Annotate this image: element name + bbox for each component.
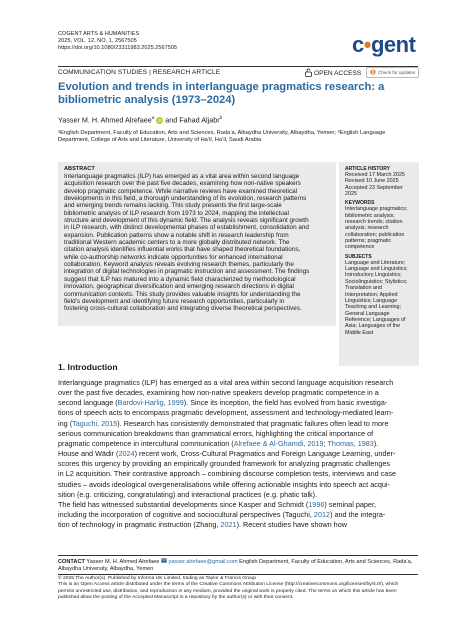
subjects-list: Language and Literature; Language and Linguistics; Introductory Linguistics; Sociolinguistics; Stylistics; Translation and Interpretation; Applied Linguistics; Language Teaching and Learning; General Language Reference; Languages of Asia; Languages of the Middle East <box>345 259 408 336</box>
citation-link[interactable]: 2021 <box>220 520 237 530</box>
body-line <box>58 429 420 439</box>
body-text-run: including the incorporation of cognitive and sociocultural perspectives (Taguchi, <box>58 510 314 520</box>
body-text-run: ing ( <box>58 418 73 428</box>
citation-link[interactable]: Taguchi, 2015 <box>72 418 118 428</box>
body-line <box>58 459 420 469</box>
body-text-run: sition (e.g. criticizing, congratulating) and interactional practices (e.g. phatic talk). <box>58 489 318 499</box>
journal-info <box>58 31 177 52</box>
contact-name: Yasser M. H. Ahmed Alrefaee <box>86 559 160 565</box>
body-text-run: tion of technology in pragmatic instruction (Zhang, <box>58 520 221 530</box>
contact-block <box>58 558 420 574</box>
journal-doi[interactable]: https://doi.org/10.1080/23311983.2025.2567505 <box>58 45 178 51</box>
author-1[interactable]: Yasser M. H. Ahmed Alrefaee <box>58 115 152 125</box>
body-text-run: tions of speech acts to encompass pragmatic development, assessment and technology-mediated learn- <box>58 408 394 418</box>
footer-rule-2 <box>58 574 418 575</box>
citation-link[interactable]: 1996 <box>308 499 325 509</box>
body-text-run: ; <box>323 438 328 448</box>
citation-link[interactable]: Thomas, 1983 <box>327 438 374 448</box>
body-text-run: The field has witnessed substantial developments since Kasper and Schmidt ( <box>58 499 309 509</box>
body-text-run: ). Since its inception, the field has evolved from basic investiga- <box>183 398 388 408</box>
cogent-logo: c•gent <box>352 32 416 57</box>
body-text-run: second language ( <box>58 398 118 408</box>
body-text-run: ). <box>373 438 379 448</box>
check-updates-button[interactable]: Check for updates <box>366 67 419 78</box>
contact-address-line2: Albaydha University, Albaydha, Yemen <box>58 566 154 573</box>
body-text-run: House and Wädir ( <box>58 449 119 459</box>
body-text-run: ) recent work, Cross-Cultural Pragmatics and Foreign Language Learning, under- <box>134 449 396 459</box>
citation-link[interactable]: Bardovi-Harlig, 1999 <box>117 398 184 408</box>
article-title: Evolution and trends in interlanguage pragmatics research: a bibliometric analysis (1973–2024) <box>58 81 385 106</box>
author-2[interactable]: and Fahad Aljabr <box>165 115 220 125</box>
journal-name: COGENT ARTS & HUMANITIES <box>58 31 140 37</box>
intro-body <box>58 378 420 530</box>
body-line <box>58 490 420 500</box>
citation-link[interactable]: Alrefaee & Al-Ghamdi, 2019 <box>233 438 324 448</box>
keywords-heading: KEYWORDS <box>345 200 375 207</box>
body-line <box>58 510 420 520</box>
section-label: COMMUNICATION STUDIES | RESEARCH ARTICLE <box>58 69 221 76</box>
journal-volume: 2025, VOL. 12, NO. 1, 2567505 <box>58 38 137 44</box>
logo-dot: • <box>363 32 371 57</box>
body-text-run: ). Research has consistently demonstrated that pragmatic failures often lead to more <box>117 418 389 428</box>
keywords-list: Interlanguage pragmatics; bibliometric analysis; research trends; citation analysis; research collaboration; publication patterns; pragmatic competence <box>345 206 408 251</box>
history-list: Received 17 March 2025 Revised 10 June 2025 Accepted 23 September 2025 <box>345 172 405 198</box>
body-line <box>58 520 420 530</box>
body-text-run: studies – avoids ideological overgeneralisations while offering actionable insights into speech act acqui- <box>58 479 390 489</box>
footer-rule <box>58 555 418 556</box>
license-line-2: permits unrestricted use, distribution, and reproduction in any medium, provided the original work is properly cited. The terms on which this article has been <box>58 588 397 594</box>
affiliations: ᵃEnglish Department, Faculty of Education, Arts and Sciences, Rada’a, Albaydha University, Albaydha, Yemen; ᵇEnglish Language Department, College of Arts and Literature, University of Ha’il, Ha’il, Saudi Arabia <box>58 130 386 144</box>
body-text-run: ) seminal paper, <box>324 499 376 509</box>
body-line <box>58 449 420 459</box>
body-line <box>58 408 420 418</box>
citation-link[interactable]: 2012 <box>313 510 331 520</box>
article-info <box>345 166 417 336</box>
body-text-run: ). Recent studies have shown how <box>236 520 347 530</box>
contact-address: English Department, Faculty of Education, Arts and Sciences, Rada’a, <box>239 559 413 565</box>
citation-link[interactable]: 2024 <box>118 449 135 459</box>
body-line <box>58 419 420 429</box>
body-text-run: scores this urgency by providing an empirically grounded framework for analyzing pragmatic challenges <box>58 459 391 469</box>
body-text-run: serious communication breakdowns than grammatical errors, highlighting the critical importance of <box>58 428 374 438</box>
copyright-block <box>58 576 420 601</box>
header-rule <box>58 66 418 67</box>
body-text-run: ) and the integra- <box>330 510 386 520</box>
license-line-3: published allow the posting of the Accepted Manuscript in a repository by the author(s) or with their consent. <box>58 594 294 600</box>
body-line <box>58 388 420 398</box>
body-text-run: over the past five decades, examining how non-native speakers develop pragmatic competence in a <box>58 388 379 398</box>
orcid-icon[interactable]: iD <box>157 117 162 123</box>
author-line: Yasser M. H. Ahmed Alrefaee$^a$ iD and Fahad Aljabr$^b$ <box>58 115 223 125</box>
body-text-run: in L2 acquisition. Their contrastive approach – combining discourse completion tests, interviews and case <box>58 469 396 479</box>
open-lock-icon <box>305 68 312 79</box>
body-line <box>58 439 420 449</box>
history-heading: ARTICLE HISTORY <box>345 166 391 172</box>
abstract-body: Interlanguage pragmatics (ILP) has emerged as a vital area within second language acquisition research over the past five decades, examining how non-native speakers develop pragmatic competence. While narrative reviews have examined theoretical developments in this field, a thorough understanding of its evolution, research patterns and emerging trends remains lacking. This study presents the first large-scale bibliometric analysis of ILP research from 1973 to 2024, mapping the intellectual structure and development of this dynamic field. The analysis reveals significant growth in ILP research, with distinct developmental phases of establishment, consolidation and expansion. Publication patterns show a notable shift in research leadership from traditional Western academic centers to a more globally distributed network. The citation analysis identifies influential works that have shaped theoretical foundations, while co-authorship networks indicate opportunities for enhanced international collaboration. Keyword analysis reveals evolving research themes, particularly the integration of digital technologies in pragmatic instruction and assessment. The findings suggest that ILP has matured into a dynamic field characterized by methodological innovation, geographical diversification and emerging research directions in digital communication contexts. This study provides valuable insights for understanding the field’s development and identifying future research opportunities, particularly in fostering cross-cultural collaboration and integrating diverse theoretical perspectives. <box>64 173 310 313</box>
body-text-run: pragmatic competence in intercultural communication ( <box>58 438 234 448</box>
body-line <box>58 500 420 510</box>
intro-paragraph-2 <box>58 500 420 530</box>
abstract-heading: ABSTRACT <box>64 166 95 172</box>
body-line <box>58 378 420 388</box>
subjects-heading: SUBJECTS <box>345 253 372 260</box>
body-line <box>58 398 420 408</box>
license-line-1: This is an Open Access article distributed under the terms of the Creative Commons Attribution License (http://creativecommons.org/licenses/by/4.0/), which <box>58 582 399 588</box>
intro-paragraph-1 <box>58 378 420 500</box>
crossmark-icon <box>370 69 376 76</box>
body-line <box>58 469 420 479</box>
section-heading-introduction: 1. Introduction <box>58 362 118 372</box>
copyright-line: © 2025 The Author(s). Published by Informa UK Limited, trading as Taylor & Francis Group <box>58 576 257 581</box>
open-access-badge: OPEN ACCESS <box>305 68 361 79</box>
contact-email-link[interactable]: yasser.alrefaee@gmail.com <box>168 559 238 565</box>
body-line <box>58 480 420 490</box>
body-text-run: Interlanguage pragmatics (ILP) has emerged as a vital area within second language acquisition research <box>58 378 394 387</box>
contact-label: CONTACT <box>58 559 85 565</box>
